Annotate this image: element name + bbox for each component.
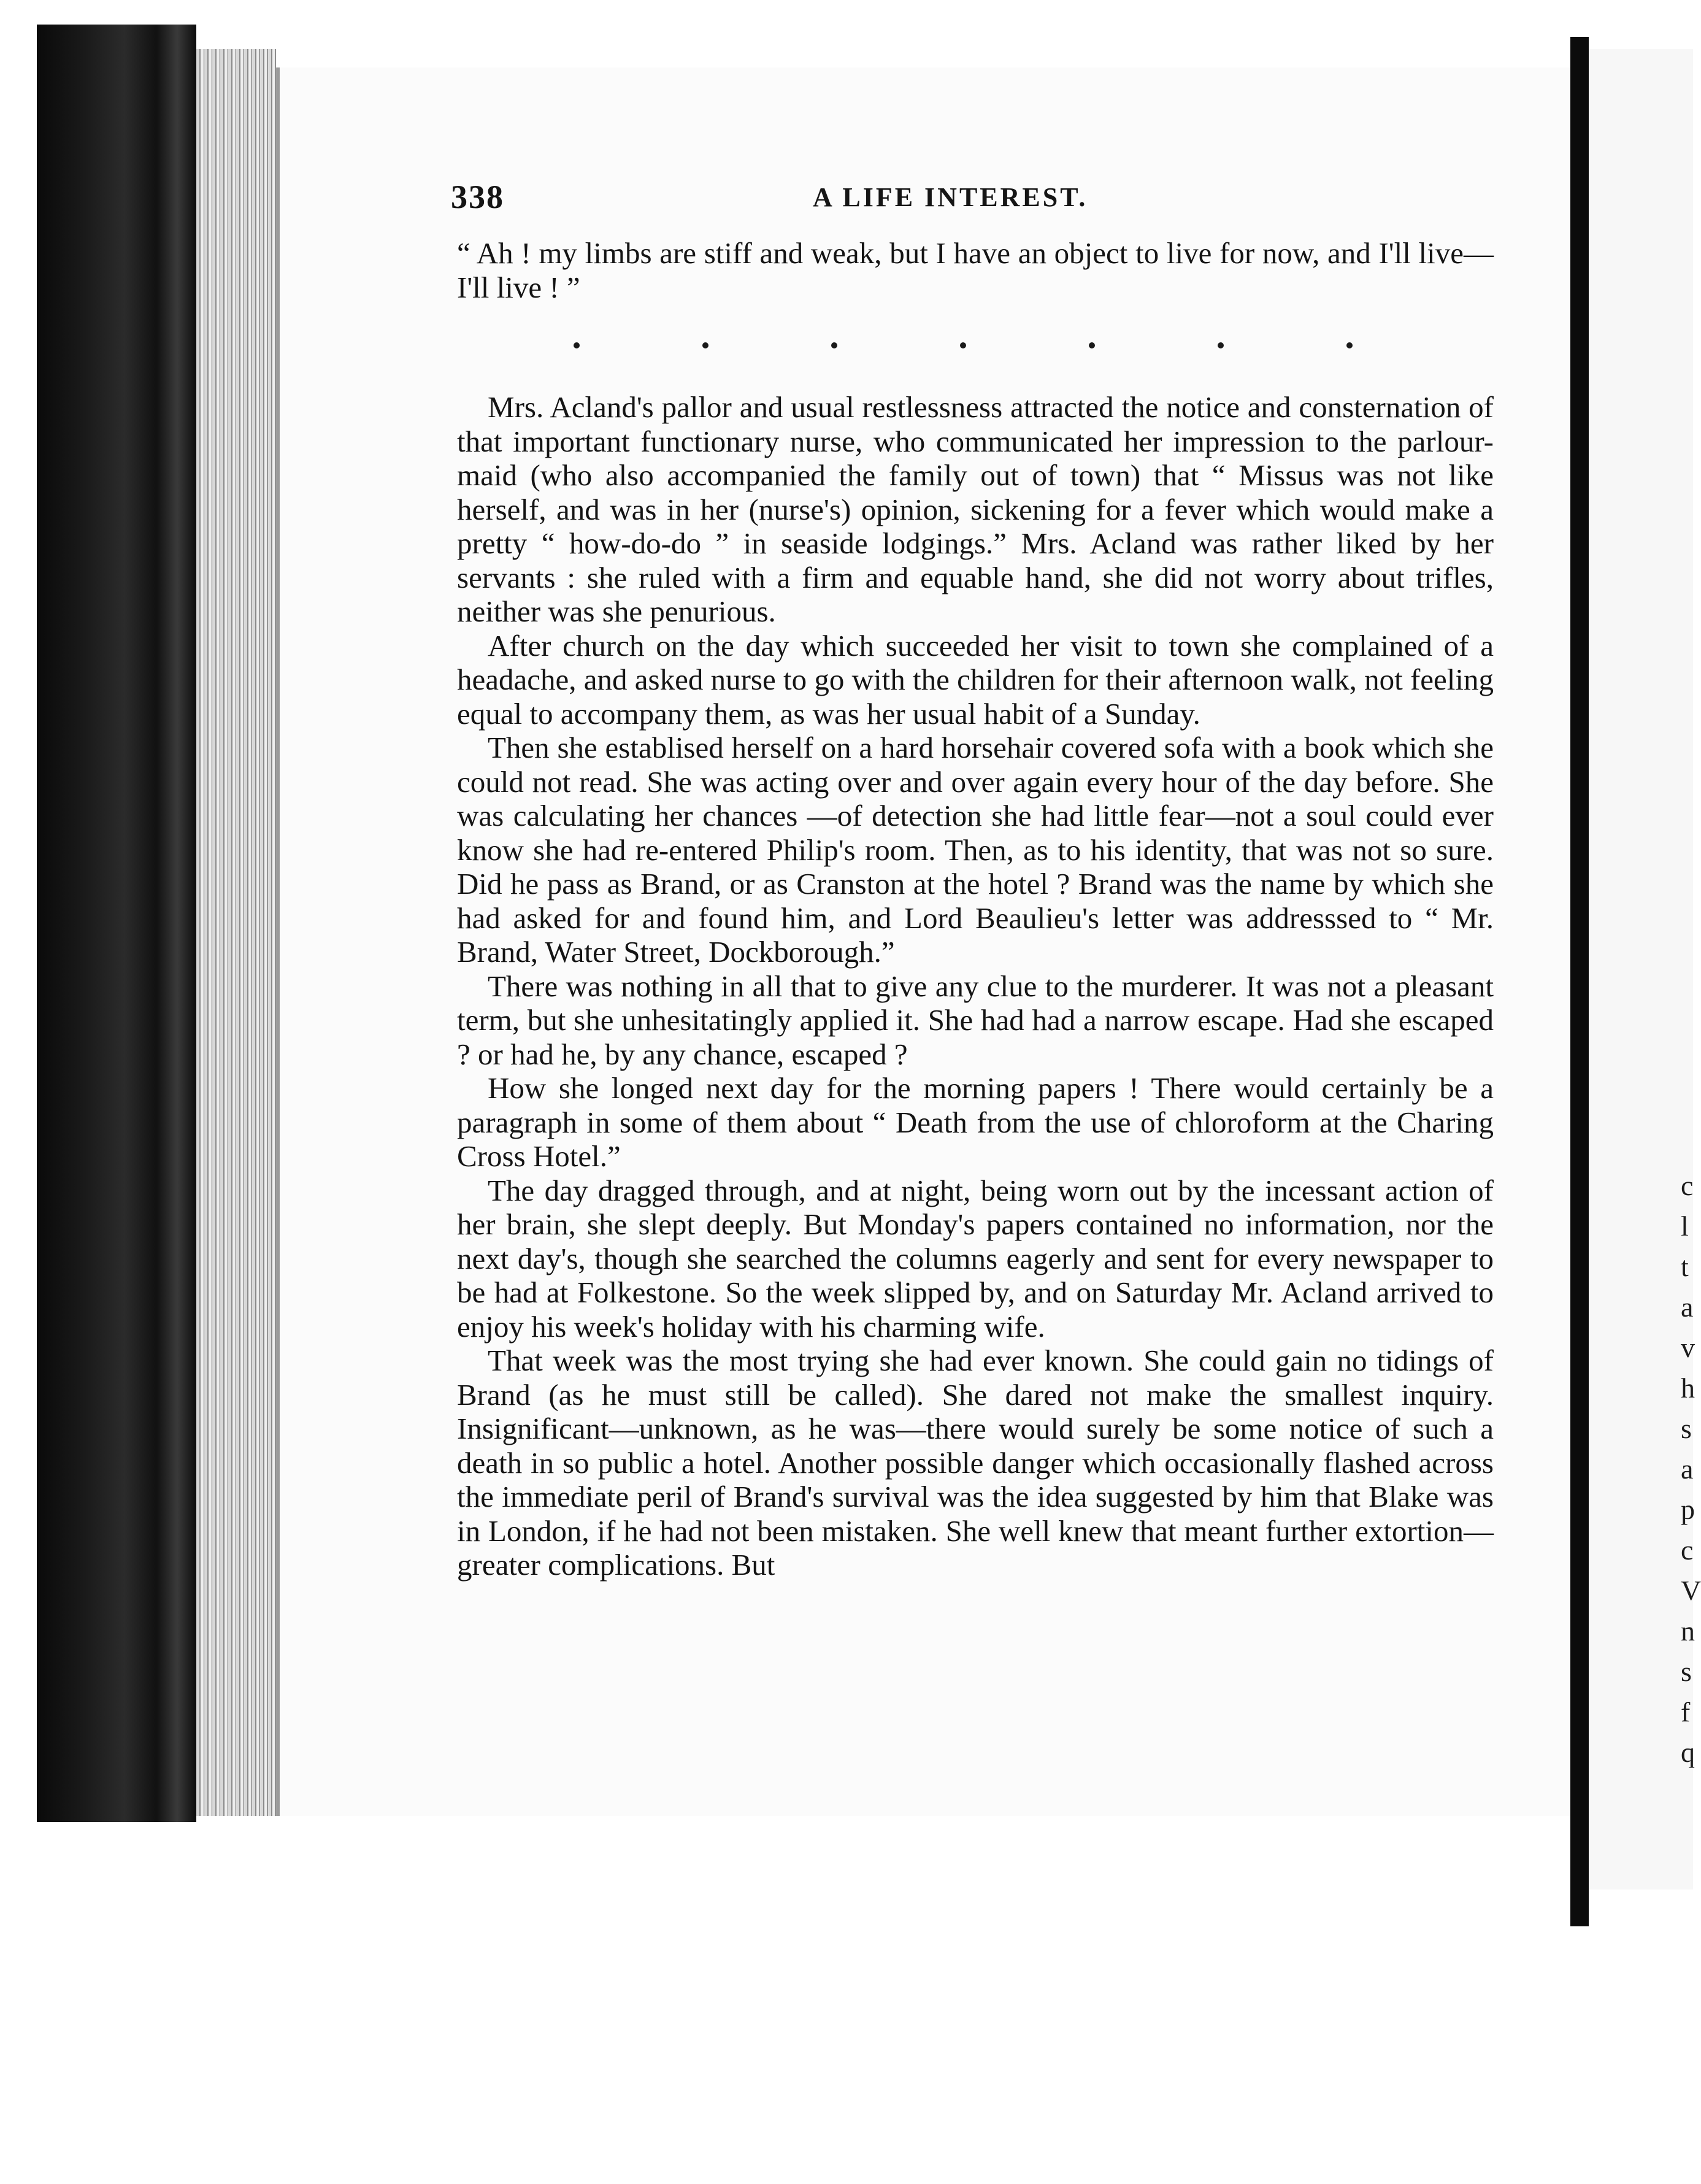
page-number: 338: [451, 179, 504, 215]
facing-letter: f: [1681, 1696, 1691, 1728]
body-text: [457, 236, 1494, 1582]
paragraph: That week was the most trying she had ever known. She could gain no tidings of Brand (as he must still be called). She dared not make the smallest inquiry. Insignificant—unknown, as he was—there would surely be some notice of such a death in so public a hotel. Another possible danger which occasionally flashed across the immediate peril of Brand's survival was the idea suggested by him that Blake was in London, if he had not been mistaken. She well knew that meant further extortion—greater complications. But: [457, 1344, 1494, 1582]
running-title: A LIFE INTEREST.: [813, 182, 1088, 212]
facing-letter: n: [1681, 1615, 1695, 1647]
page-stack-edges: [196, 49, 276, 1816]
facing-letter: p: [1681, 1494, 1695, 1525]
paragraph: The day dragged through, and at night, being worn out by the incessant action of her brain, she slept deeply. But Monday's papers contained no information, nor the next day's, though she searched the columns eagerly and sent for every newspaper to be had at Folkestone. So the week slipped by, and on Saturday Mr. Acland arrived to enjoy his week's holiday with his charming wife.: [457, 1173, 1494, 1344]
facing-letter: s: [1681, 1656, 1692, 1687]
break-dot: [831, 342, 837, 348]
break-dot: [1218, 342, 1224, 348]
facing-letter: t: [1681, 1251, 1689, 1282]
book-gutter: [1570, 37, 1589, 1926]
book-spine-edge: [37, 25, 196, 1822]
facing-letter: a: [1681, 1453, 1694, 1485]
facing-letter: s: [1681, 1413, 1692, 1444]
section-break-dots: [457, 304, 1494, 390]
paragraph: Mrs. Acland's pallor and usual restlessness attracted the notice and consternation of that important functionary nurse, who communicated her impression to the parlour-maid (who also accompanied the family out of town) that “ Missus was not like herself, and was in her (nurse's) opinion, sickening for a fever which would make a pretty “ how-do-do ” in seaside lodgings.” Mrs. Acland was rather liked by her servants : she ruled with a firm and equable hand, she did not worry about trifles, neither was she penurious.: [457, 390, 1494, 628]
paragraph: There was nothing in all that to give any clue to the murderer. It was not a pleasant term, but she unhesitatingly applied it. She had had a narrow escape. Had she escaped ? or had he, by any chance, escaped ?: [457, 969, 1494, 1071]
facing-letter: h: [1681, 1372, 1695, 1404]
facing-letter: l: [1681, 1210, 1689, 1242]
break-dot: [960, 342, 966, 348]
paragraph: How she longed next day for the morning papers ! There would certainly be a paragraph in some of them about “ Death from the use of chloroform at the Charing Cross Hotel.”: [457, 1071, 1494, 1173]
facing-page: [1589, 49, 1701, 1890]
facing-letter: c: [1681, 1534, 1694, 1566]
facing-letter: a: [1681, 1291, 1694, 1323]
paragraph: “ Ah ! my limbs are stiff and weak, but I have an object to live for now, and I'll live—I'll live ! ”: [457, 236, 1494, 304]
paragraph: After church on the day which succeeded her visit to town she complained of a headache, and asked nurse to go with the children for their afternoon walk, not feeling equal to accompany them, as was her usual habit of a Sunday.: [457, 628, 1494, 731]
facing-letter: V: [1681, 1575, 1701, 1606]
facing-letter: v: [1681, 1332, 1695, 1363]
break-dot: [1346, 342, 1353, 348]
break-dot: [574, 342, 580, 348]
facing-letter: q: [1681, 1737, 1695, 1768]
page-header: [451, 178, 1469, 221]
facing-letter: c: [1681, 1170, 1694, 1201]
paragraph: Then she establised herself on a hard horsehair covered sofa with a book which she could not read. She was acting over and over again every hour of the day before. She was calculating her chances —of detection she had little fear—not a soul could ever know she had re-entered Philip's room. Then, as to his identity, that was not so sure. Did he pass as Brand, or as Cranston at the hotel ? Brand was the name by which she had asked for and found him, and Lord Beaulieu's letter was addresssed to “ Mr. Brand, Water Street, Dockborough.”: [457, 731, 1494, 969]
break-dot: [1089, 342, 1095, 348]
break-dot: [702, 342, 708, 348]
facing-page-edge-letters: [1681, 1166, 1701, 1773]
